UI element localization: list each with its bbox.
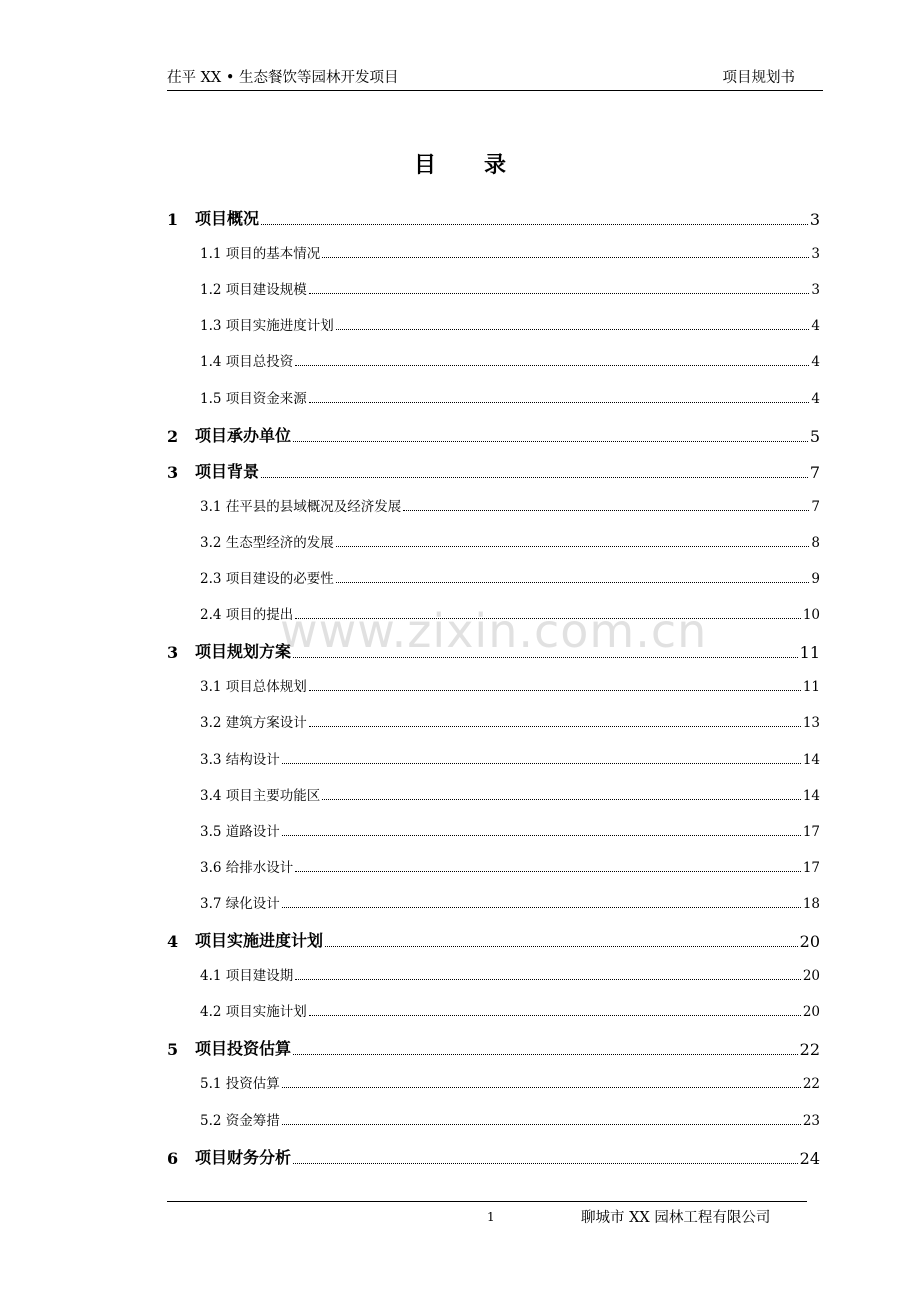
toc-section-entry[interactable]: [167, 495, 820, 515]
toc-dot-leader: [282, 763, 801, 764]
toc-section-entry[interactable]: [167, 675, 820, 695]
toc-entry-label: 项目总投资: [225, 354, 294, 371]
toc-chapter-entry[interactable]: [167, 206, 820, 229]
toc-entry-number: 3: [167, 462, 179, 482]
toc-page-number: 17: [802, 823, 820, 840]
footer-page-number: 1: [487, 1210, 495, 1224]
toc-section-entry[interactable]: [167, 748, 820, 768]
toc-dot-leader: [282, 1124, 801, 1125]
toc-dot-leader: [336, 546, 810, 547]
toc-chapter-entry[interactable]: [167, 459, 820, 482]
toc-page-number: 4: [811, 354, 820, 371]
page-header: [167, 64, 823, 91]
toc-entry-number: 3: [167, 643, 179, 663]
toc-chapter-entry[interactable]: [167, 1145, 820, 1168]
toc-section-entry[interactable]: [167, 531, 820, 551]
toc-page-number: 7: [811, 498, 820, 515]
toc-entry-number: 3.6: [200, 859, 222, 876]
toc-entry-number: 5.2: [200, 1112, 222, 1129]
toc-entry-label: 项目投资估算: [195, 1039, 292, 1059]
toc-section-entry[interactable]: [167, 856, 820, 876]
toc-dot-leader: [322, 257, 809, 258]
toc-section-entry[interactable]: [167, 278, 820, 298]
toc-entry-number: 3.2: [200, 715, 222, 732]
toc-page-number: 7: [809, 462, 820, 482]
footer-company-name: 聊城市 XX 园林工程有限公司: [581, 1210, 771, 1226]
toc-section-entry[interactable]: [167, 314, 820, 334]
toc-entry-label: 项目实施进度计划: [195, 931, 324, 950]
toc-page-number: 22: [802, 1076, 820, 1093]
toc-entry-number: 1.4: [200, 354, 222, 371]
toc-entry-label: 投资估算: [225, 1076, 280, 1093]
toc-chapter-entry[interactable]: [167, 1036, 820, 1059]
toc-entry-number: 1.5: [200, 390, 222, 407]
toc-entry-label: 道路设计: [225, 823, 280, 840]
toc-dot-leader: [261, 477, 808, 478]
toc-dot-leader: [403, 510, 809, 511]
toc-entry-number: 3.7: [200, 895, 222, 912]
toc-entry-number: 3.1: [200, 679, 222, 696]
toc-dot-leader: [261, 224, 808, 225]
toc-dot-leader: [322, 799, 801, 800]
toc-section-entry[interactable]: [167, 964, 820, 984]
toc-entry-number: 3.3: [200, 751, 222, 768]
toc-entry-label: 生态型经济的发展: [225, 534, 334, 551]
toc-page-number: 14: [802, 787, 820, 804]
toc-page-number: 5: [809, 426, 820, 446]
toc-entry-label: 项目总体规划: [225, 679, 307, 696]
toc-section-entry[interactable]: [167, 350, 820, 370]
toc-entry-label: 资金筹措: [225, 1112, 280, 1129]
toc-dot-leader: [293, 657, 798, 658]
toc-section-entry[interactable]: [167, 892, 820, 912]
toc-entry-label: 项目建设规模: [225, 282, 307, 299]
toc-section-entry[interactable]: [167, 1072, 820, 1092]
toc-page-number: 8: [811, 534, 820, 551]
toc-section-entry[interactable]: [167, 784, 820, 804]
toc-section-entry[interactable]: [167, 387, 820, 407]
header-project-name: 茌平 XX • 生态餐饮等园林开发项目: [167, 70, 399, 86]
toc-entry-number: 2.3: [200, 571, 222, 587]
toc-dot-leader: [282, 907, 801, 908]
toc-page-number: 3: [811, 282, 820, 299]
toc-dot-leader: [282, 835, 801, 836]
toc-entry-label: 项目规划方案: [195, 642, 292, 662]
toc-chapter-entry[interactable]: [167, 928, 820, 951]
toc-entry-label: 项目资金来源: [225, 390, 307, 407]
header-document-type: 项目规划书: [722, 70, 795, 86]
toc-entry-label: 项目实施进度计划: [225, 318, 334, 335]
toc-entry-number: 3.4: [200, 787, 222, 804]
toc-entry-label: 茌平县的县域概况及经济发展: [225, 498, 402, 515]
toc-page-number: 14: [802, 751, 820, 768]
toc-dot-leader: [336, 329, 810, 330]
toc-page-number: 4: [811, 318, 820, 335]
toc-page-number: 17: [802, 859, 820, 876]
toc-entry-label: 项目的基本情况: [225, 246, 321, 263]
toc-entry-label: 项目建设的必要性: [225, 571, 334, 587]
toc-page-number: 11: [802, 679, 820, 696]
footer-divider: [167, 1201, 807, 1202]
toc-entry-number: 1.2: [200, 282, 222, 299]
toc-page-number: 13: [802, 715, 820, 732]
toc-page-number: 24: [799, 1148, 820, 1168]
toc-dot-leader: [295, 871, 801, 872]
toc-page-number: 9: [811, 571, 820, 587]
toc-page-number: 20: [802, 1004, 820, 1021]
toc-entry-number: 4.1: [200, 968, 222, 985]
toc-page-number: 22: [799, 1040, 820, 1060]
toc-entry-label: 结构设计: [225, 751, 280, 768]
toc-dot-leader: [309, 1015, 801, 1016]
toc-page-number: 20: [802, 968, 820, 985]
toc-section-entry[interactable]: [167, 1109, 820, 1129]
toc-page-number: 3: [809, 210, 820, 229]
toc-entry-number: 4: [167, 932, 179, 951]
toc-entry-number: 2.4: [200, 607, 222, 624]
toc-entry-number: 3.2: [200, 534, 222, 551]
toc-chapter-entry[interactable]: [167, 423, 820, 446]
toc-dot-leader: [309, 690, 801, 691]
toc-entry-label: 项目承办单位: [195, 425, 292, 445]
toc-entry-number: 1: [167, 210, 179, 229]
toc-page-number: 4: [811, 390, 820, 407]
toc-entry-label: 项目概况: [195, 209, 260, 228]
toc-entry-label: 项目实施计划: [225, 1004, 307, 1021]
toc-entry-label: 绿化设计: [225, 895, 280, 912]
toc-page-number: 3: [811, 246, 820, 263]
toc-page-number: 23: [802, 1112, 820, 1129]
toc-entry-label: 建筑方案设计: [225, 715, 307, 732]
toc-dot-leader: [309, 726, 801, 727]
toc-page-number: 20: [799, 932, 820, 951]
toc-section-entry[interactable]: [167, 603, 820, 623]
toc-dot-leader: [295, 365, 809, 366]
toc-dot-leader: [293, 1163, 798, 1164]
toc-dot-leader: [309, 402, 810, 403]
toc-section-entry[interactable]: [167, 567, 820, 587]
toc-entry-number: 4.2: [200, 1004, 222, 1021]
toc-dot-leader: [309, 293, 810, 294]
toc-section-entry[interactable]: [167, 242, 820, 262]
toc-dot-leader: [295, 979, 801, 980]
toc-dot-leader: [293, 441, 808, 442]
toc-chapter-entry[interactable]: [167, 639, 820, 662]
toc-dot-leader: [293, 1054, 798, 1055]
toc-dot-leader: [325, 946, 798, 947]
toc-page-number: 10: [802, 607, 820, 624]
toc-entry-label: 给排水设计: [225, 859, 294, 876]
toc-entry-number: 5: [167, 1040, 179, 1060]
watermark: www.zixin.com.cn: [280, 604, 708, 658]
toc-dot-leader: [282, 1087, 801, 1088]
toc-entry-label: 项目主要功能区: [225, 787, 321, 804]
toc-title: 目录: [413, 153, 554, 178]
toc-entry-number: 3.5: [200, 823, 222, 840]
toc-entry-number: 3.1: [200, 498, 222, 515]
toc-dot-leader: [336, 582, 810, 583]
toc-entry-number: 1.3: [200, 318, 222, 335]
toc-page-number: 11: [799, 643, 820, 663]
toc-entry-number: 6: [167, 1148, 179, 1168]
toc-dot-leader: [295, 618, 801, 619]
toc-entry-label: 项目建设期: [225, 968, 294, 985]
toc-page-number: 18: [802, 895, 820, 912]
toc-entry-number: 1.1: [200, 246, 222, 263]
toc-entry-label: 项目的提出: [225, 607, 294, 624]
toc-entry-number: 5.1: [200, 1076, 222, 1093]
toc-entry-number: 2: [167, 426, 179, 446]
toc-entry-label: 项目财务分析: [195, 1147, 292, 1167]
toc-section-entry[interactable]: [167, 1000, 820, 1020]
toc-section-entry[interactable]: [167, 820, 820, 840]
toc-entry-label: 项目背景: [195, 461, 260, 481]
toc-section-entry[interactable]: [167, 711, 820, 731]
